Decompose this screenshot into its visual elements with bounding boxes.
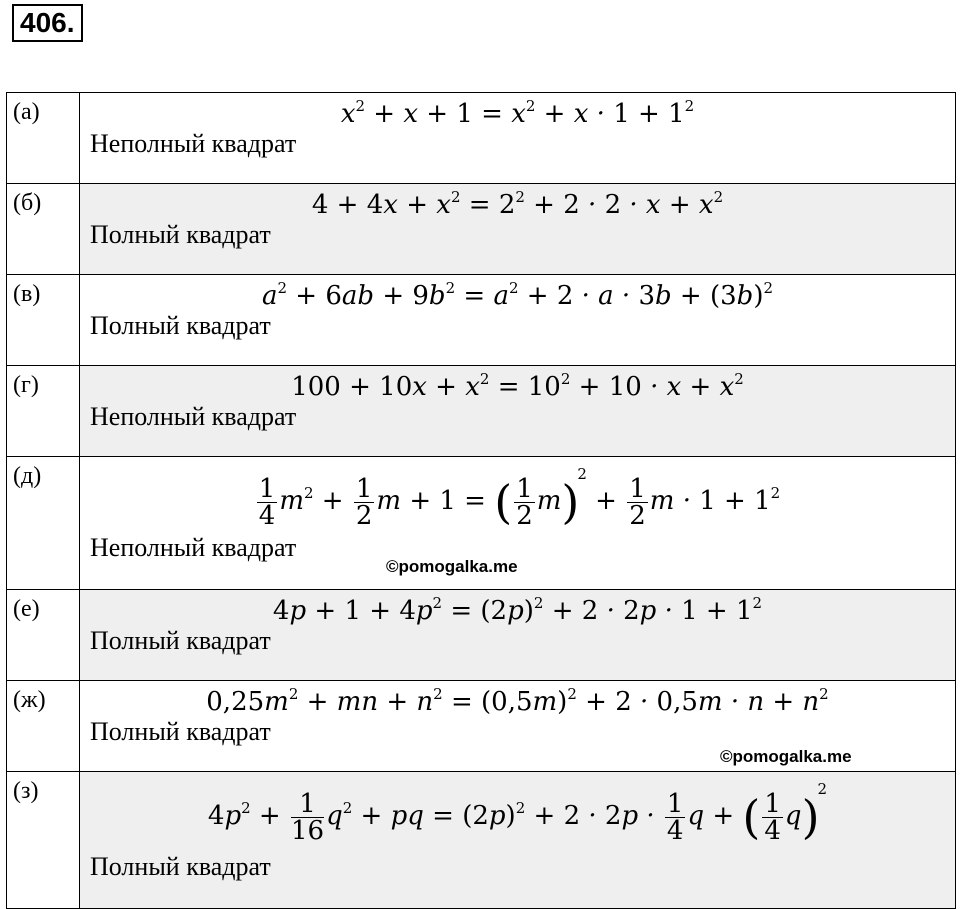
formula: $0,25m^2$ + mn + $n^2 = (0,5m)^2 + 2 \cdot 0,5m \cdot n + n^2$ xyxy=(206,685,829,717)
table-row xyxy=(7,93,956,184)
row-label: (а) xyxy=(7,93,80,184)
row-label: (б) xyxy=(7,184,80,275)
row-label: (д) xyxy=(7,457,80,590)
row-label: (з) xyxy=(7,772,80,909)
formula: $4 + 4x + x^2 = 2^2 + 2 \cdot 2 \cdot x + x^2$ xyxy=(311,188,724,220)
table-row xyxy=(7,366,956,457)
row-label: (ж) xyxy=(7,681,80,772)
status-text: Полный квадрат xyxy=(90,311,271,340)
status-text: Неполный квадрат xyxy=(90,129,297,158)
status-text: Полный квадрат xyxy=(90,626,271,655)
formula: $4p^2$ + $\frac{1}{16}$ $q^2$ + pq = $(2p)^2 + 2 \cdot 2p$ · $\frac{1}{4}$ q + ( $\frac{1}{4}$ q)$^2$ xyxy=(207,780,828,846)
table-row xyxy=(7,184,956,275)
row-label: (г) xyxy=(7,366,80,457)
watermark: ©pomogalka.me xyxy=(386,557,518,576)
status-text: Полный квадрат xyxy=(90,852,271,881)
formula: $x^2 + x + 1 = x^2 + x \cdot 1 + 1^2$ xyxy=(340,97,695,129)
table-row xyxy=(7,275,956,366)
row-label: (в) xyxy=(7,275,80,366)
status-text: Неполный квадрат xyxy=(90,402,297,431)
table-row xyxy=(7,590,956,681)
table-row xyxy=(7,457,956,590)
formula: $a^2 + 6ab + 9b^2 = a^2 + 2 \cdot a \cdot 3b + (3b)^2$ xyxy=(261,279,774,311)
status-text: Полный квадрат xyxy=(90,717,271,746)
table-row xyxy=(7,772,956,909)
table-row xyxy=(7,681,956,772)
row-label: (е) xyxy=(7,590,80,681)
problem-number: 406. xyxy=(12,4,83,42)
solutions-table xyxy=(6,92,956,909)
status-text: Неполный квадрат xyxy=(90,533,297,562)
formula: $100 + 10x + x^2 = 10^2 + 10 \cdot x + x^2$ xyxy=(291,370,744,402)
watermark: ©pomogalka.me xyxy=(720,747,852,766)
status-text: Полный квадрат xyxy=(90,220,271,249)
formula: $4p + 1 + 4p^2 = (2p)^2 + 2 \cdot 2p \cdot 1 + 1^2$ xyxy=(272,594,763,626)
formula: $\frac{1}{4}$ $m^2$ + $\frac{1}{2}$ m + 1 = ( $\frac{1}{2}$ m)$^2$ + $\frac{1}{2}$ $m \cdot 1 + 1^2$ xyxy=(258,465,781,531)
